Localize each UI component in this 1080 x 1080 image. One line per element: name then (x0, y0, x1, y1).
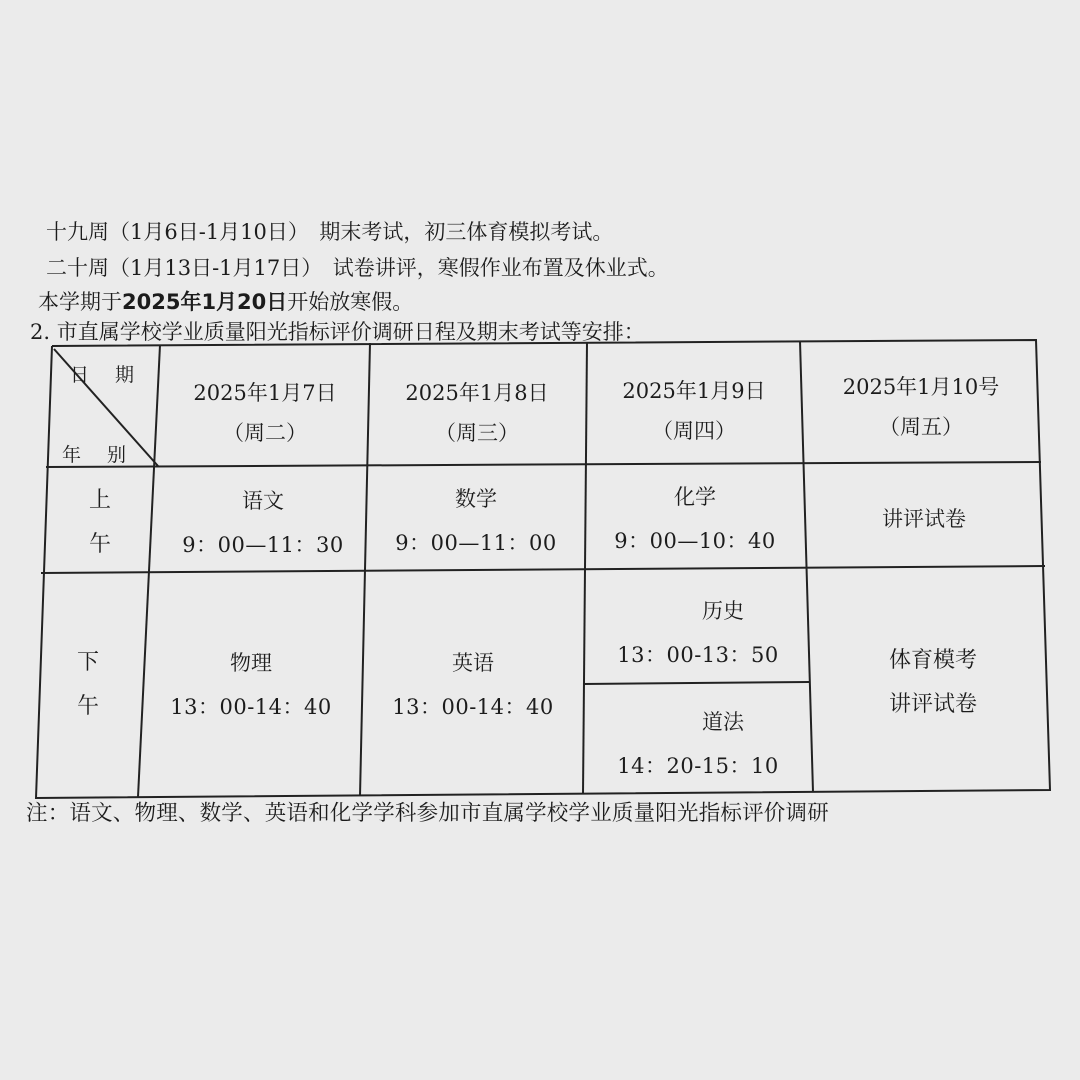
afternoon-day-1-subject: 物理 (230, 651, 272, 675)
header-day-3-date: 2025年1月9日 (622, 379, 766, 403)
header-day-1-weekday: （周二） (223, 421, 307, 445)
header-day-1-date: 2025年1月7日 (193, 381, 337, 405)
header-day-2 (372, 368, 582, 458)
winter-break-date: 2025年1月20日 (122, 290, 288, 314)
morning-day-4-subject: 讲评试卷 (882, 507, 966, 531)
col-line-3 (583, 342, 587, 794)
header-day-3-weekday: （周四） (652, 419, 736, 443)
history-bottom-line (583, 682, 809, 684)
morning-day-1 (158, 478, 368, 568)
footnote: 注：语文、物理、数学、英语和化学学科参加市直属学校学业质量阳光指标评价调研 (26, 801, 829, 826)
morning-day-1-subject: 语文 (242, 489, 284, 513)
winter-break-suffix: 开始放寒假。 (287, 290, 414, 314)
header-day-3 (588, 366, 800, 456)
header-day-4-weekday: （周五） (879, 415, 963, 439)
afternoon-day-2-time: 13：00-14：40 (392, 695, 554, 719)
morning-day-2 (368, 476, 584, 566)
week19-line: 十九周（1月6日-1月10日） 期末考试，初三体育模拟考试。 (46, 220, 614, 244)
header-bottom-line (46, 462, 1041, 467)
morning-day-3-subject: 化学 (674, 485, 716, 509)
afternoon-label-char-1: 下 (76, 650, 99, 675)
morning-label-char-1: 上 (88, 487, 111, 513)
afternoon-day-3-first-time: 13：00-13：50 (617, 643, 779, 667)
morning-day-1-time: 9：00—11：30 (182, 533, 344, 557)
morning-label (60, 475, 140, 570)
header-day-1 (165, 368, 365, 458)
corner-grade-label: 年 别 (62, 444, 137, 466)
morning-day-3-time: 9：00—10：40 (614, 529, 776, 553)
afternoon-day-2-subject: 英语 (452, 651, 494, 675)
morning-day-2-time: 9：00—11：00 (395, 531, 557, 555)
afternoon-day-4 (820, 636, 1046, 730)
afternoon-day-3-second (588, 698, 808, 790)
corner-date-label: 日 期 (70, 364, 145, 386)
afternoon-day-1-time: 13：00-14：40 (170, 695, 332, 719)
afternoon-day-1 (145, 640, 357, 730)
morning-label-char-2: 午 (88, 531, 111, 557)
morning-day-3 (586, 474, 804, 564)
header-day-4 (806, 362, 1036, 452)
morning-day-2-subject: 数学 (455, 487, 497, 511)
afternoon-day-3-second-time: 14：20-15：10 (617, 754, 779, 778)
header-day-2-weekday: （周三） (435, 421, 519, 445)
section-heading: 2. 市直属学校学业质量阳光指标评价调研日程及期末考试等安排： (30, 320, 645, 344)
header-day-2-date: 2025年1月8日 (405, 381, 549, 405)
header-day-4-date: 2025年1月10号 (842, 375, 1000, 399)
afternoon-day-2 (366, 640, 580, 730)
afternoon-day-3-first (588, 588, 808, 678)
afternoon-day-3-second-subject: 道法 (702, 710, 744, 734)
afternoon-day-4-line2: 讲评试卷 (888, 692, 977, 717)
afternoon-label (48, 580, 128, 790)
afternoon-day-4-line1: 体育模考 (888, 648, 977, 673)
winter-break-prefix: 本学期于 (38, 290, 122, 314)
week20-line: 二十周（1月13日-1月17日） 试卷讲评，寒假作业布置及休业式。 (46, 256, 669, 280)
afternoon-day-3-first-subject: 历史 (702, 599, 744, 623)
morning-day-4 (806, 472, 1042, 566)
afternoon-label-char-2: 午 (76, 694, 99, 719)
